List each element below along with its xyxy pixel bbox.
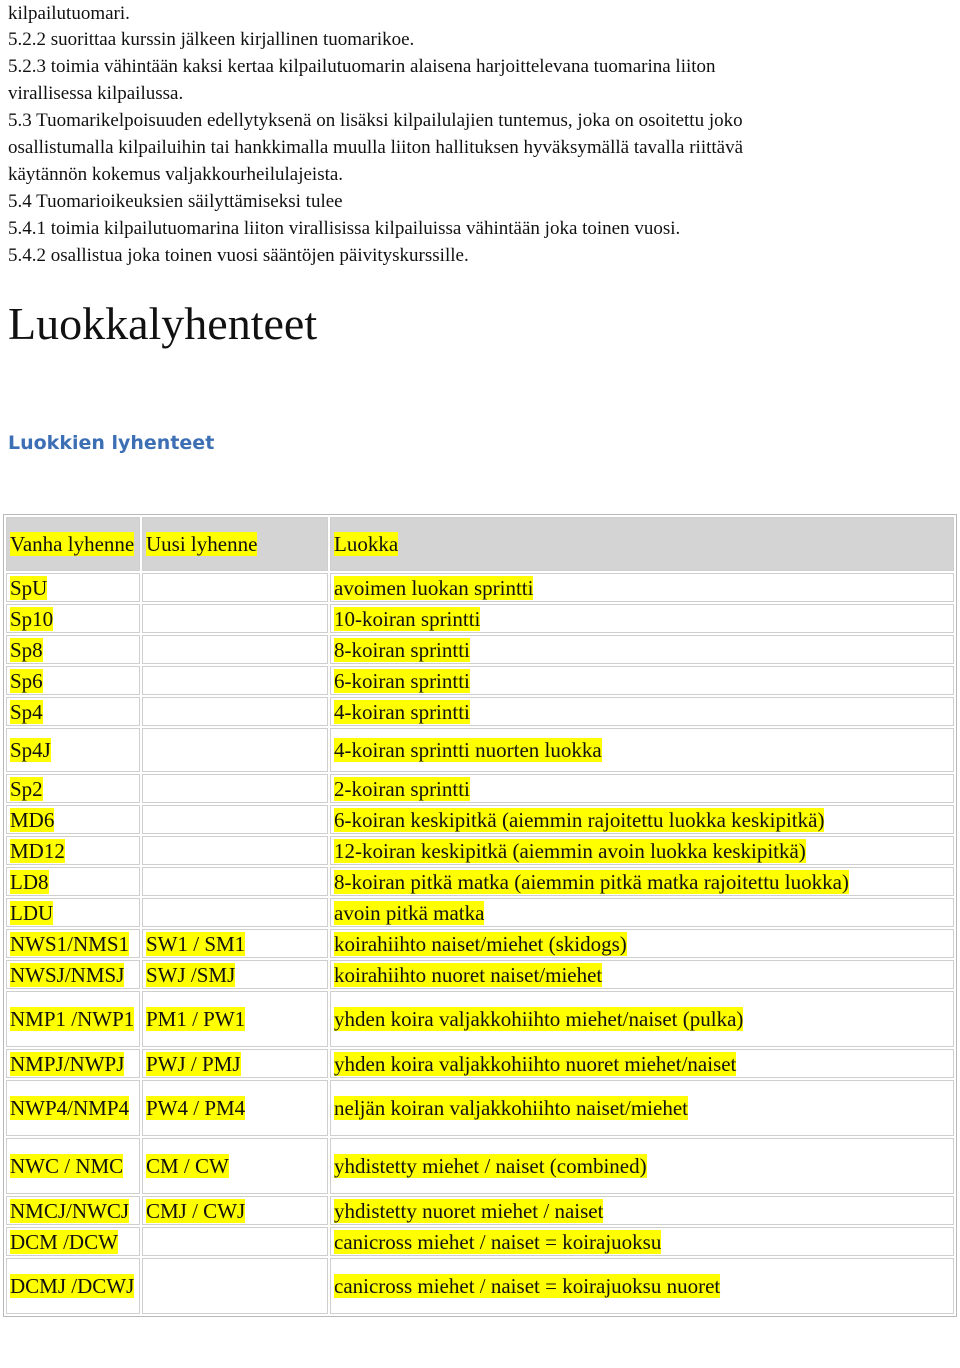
cell-class: 12-koiran keskipitkä (aiemmin avoin luokka keskipitkä) — [330, 836, 954, 865]
table-header-row — [6, 517, 954, 571]
cell-old: Sp4J — [6, 728, 140, 772]
cell-new: PM1 / PW1 — [142, 991, 328, 1047]
table-row — [6, 991, 954, 1047]
cell-class: 10-koiran sprintti — [330, 604, 954, 633]
cell-new: CMJ / CWJ — [142, 1196, 328, 1225]
cell-new: PW4 / PM4 — [142, 1080, 328, 1136]
cell-class: yhden koira valjakkohiihto nuoret miehet/naiset — [330, 1049, 954, 1078]
table-row — [6, 836, 954, 865]
cell-new — [142, 635, 328, 664]
cell-old: Sp2 — [6, 774, 140, 803]
cell-old: Sp8 — [6, 635, 140, 664]
cell-new — [142, 898, 328, 927]
table-row — [6, 635, 954, 664]
abbreviation-table — [3, 514, 957, 1317]
cell-class: 6-koiran keskipitkä (aiemmin rajoitettu luokka keskipitkä) — [330, 805, 954, 834]
cell-new — [142, 697, 328, 726]
cell-old: NWP4/NMP4 — [6, 1080, 140, 1136]
page-heading: Luokkalyhenteet — [8, 298, 318, 349]
cell-class: yhdistetty miehet / naiset (combined) — [330, 1138, 954, 1194]
cell-old: NMPJ/NWPJ — [6, 1049, 140, 1078]
cell-class: yhdistetty nuoret miehet / naiset — [330, 1196, 954, 1225]
cell-old: MD6 — [6, 805, 140, 834]
table-row — [6, 1049, 954, 1078]
cell-old: NWS1/NMS1 — [6, 929, 140, 958]
table-row — [6, 929, 954, 958]
table-row — [6, 960, 954, 989]
cell-class: 2-koiran sprintti — [330, 774, 954, 803]
table-row — [6, 898, 954, 927]
cell-new — [142, 805, 328, 834]
cell-new: SWJ /SMJ — [142, 960, 328, 989]
table-row — [6, 867, 954, 896]
cell-old: MD12 — [6, 836, 140, 865]
table-row — [6, 728, 954, 772]
cell-new — [142, 1258, 328, 1314]
cell-old: Sp10 — [6, 604, 140, 633]
cell-class: 6-koiran sprintti — [330, 666, 954, 695]
text-line: käytännön kokemus valjakkourheilulajeista. — [8, 164, 344, 185]
text-line: 5.2.2 suorittaa kurssin jälkeen kirjallinen tuomarikoe. — [8, 29, 415, 50]
cell-class: avoimen luokan sprintti — [330, 573, 954, 602]
table-row — [6, 805, 954, 834]
cell-old: Sp4 — [6, 697, 140, 726]
text-line: 5.4.1 toimia kilpailutuomarina liiton virallisissa kilpailuissa vähintään joka toinen vuosi. — [8, 218, 681, 239]
header-old-abbreviation: Vanha lyhenne — [6, 517, 140, 571]
cell-old: Sp6 — [6, 666, 140, 695]
text-line: 5.4.2 osallistua joka toinen vuosi sääntöjen päivityskurssille. — [8, 245, 469, 266]
cell-class: neljän koiran valjakkohiihto naiset/miehet — [330, 1080, 954, 1136]
cell-old: NWC / NMC — [6, 1138, 140, 1194]
cell-old: LD8 — [6, 867, 140, 896]
cell-old: DCM /DCW — [6, 1227, 140, 1256]
table-row — [6, 697, 954, 726]
cell-old: NWSJ/NMSJ — [6, 960, 140, 989]
text-line: 5.3 Tuomarikelpoisuuden edellytyksenä on lisäksi kilpailulajien tuntemus, joka on osoitettu joko — [8, 110, 743, 131]
cell-new — [142, 666, 328, 695]
cell-old: SpU — [6, 573, 140, 602]
cell-class: canicross miehet / naiset = koirajuoksu nuoret — [330, 1258, 954, 1314]
cell-old: NMCJ/NWCJ — [6, 1196, 140, 1225]
cell-old: NMP1 /NWP1 — [6, 991, 140, 1047]
cell-new — [142, 836, 328, 865]
table-row — [6, 1227, 954, 1256]
header-class: Luokka — [330, 517, 954, 571]
cell-class: koirahiihto nuoret naiset/miehet — [330, 960, 954, 989]
cell-class: canicross miehet / naiset = koirajuoksu — [330, 1227, 954, 1256]
text-line: osallistumalla kilpailuihin tai hankkimalla muulla liiton hallituksen hyväksymällä tavalla riittävä — [8, 137, 744, 158]
cell-class: 8-koiran pitkä matka (aiemmin pitkä matka rajoitettu luokka) — [330, 867, 954, 896]
table-row — [6, 666, 954, 695]
text-line: 5.4 Tuomarioikeuksien säilyttämiseksi tulee — [8, 191, 343, 212]
section-subheading: Luokkien lyhenteet — [8, 432, 215, 454]
cell-class: koirahiihto naiset/miehet (skidogs) — [330, 929, 954, 958]
cell-class: avoin pitkä matka — [330, 898, 954, 927]
table-row — [6, 1258, 954, 1314]
header-new-abbreviation: Uusi lyhenne — [142, 517, 328, 571]
table-row — [6, 604, 954, 633]
table-row — [6, 1196, 954, 1225]
cell-class: 4-koiran sprintti nuorten luokka — [330, 728, 954, 772]
cell-new — [142, 573, 328, 602]
cell-new — [142, 867, 328, 896]
cell-new: SW1 / SM1 — [142, 929, 328, 958]
table-row — [6, 774, 954, 803]
text-line: kilpailutuomari. — [8, 3, 130, 24]
cell-old: LDU — [6, 898, 140, 927]
cell-new — [142, 1227, 328, 1256]
cell-class: 4-koiran sprintti — [330, 697, 954, 726]
cell-old: DCMJ /DCWJ — [6, 1258, 140, 1314]
cell-new — [142, 604, 328, 633]
table-row — [6, 573, 954, 602]
text-line: virallisessa kilpailussa. — [8, 83, 184, 104]
cell-new — [142, 728, 328, 772]
cell-class: yhden koira valjakkohiihto miehet/naiset (pulka) — [330, 991, 954, 1047]
table-row — [6, 1080, 954, 1136]
cell-new: CM / CW — [142, 1138, 328, 1194]
cell-new: PWJ / PMJ — [142, 1049, 328, 1078]
cell-new — [142, 774, 328, 803]
text-line: 5.2.3 toimia vähintään kaksi kertaa kilpailutuomarin alaisena harjoittelevana tuomarina liiton — [8, 56, 716, 77]
cell-class: 8-koiran sprintti — [330, 635, 954, 664]
table-row — [6, 1138, 954, 1194]
